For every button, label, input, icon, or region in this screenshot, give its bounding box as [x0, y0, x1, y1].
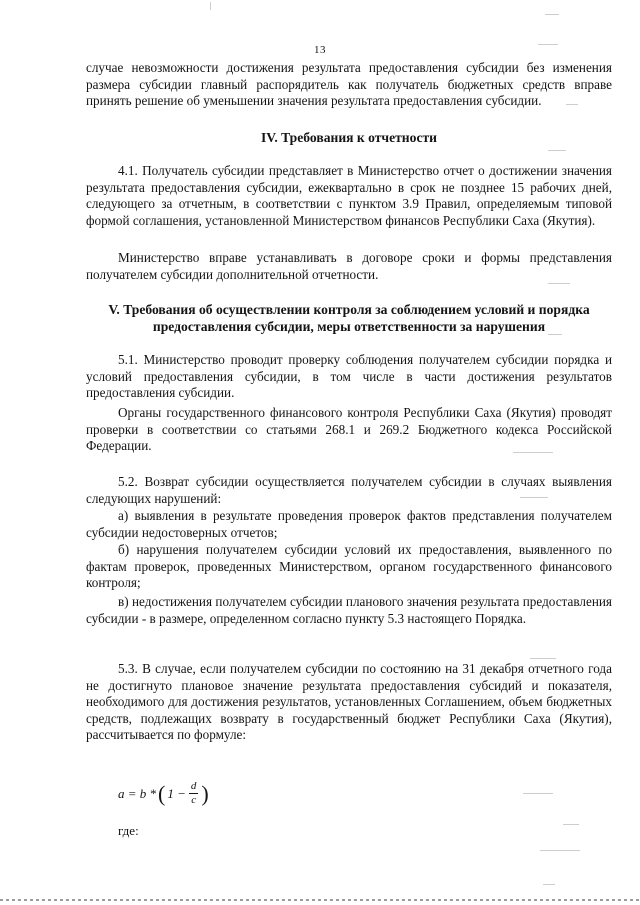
paragraph-4-1-b: Министерство вправе устанавливать в договоре сроки и формы представления получателем субсидии дополнительной отчетности. [86, 250, 612, 282]
paragraph-5-2-a: а) выявления в результате проведения проверок фактов представления получателем субсидии недостоверных отчетов; [86, 508, 612, 540]
paragraph-5-2-b: б) нарушения получателем субсидии условий их предоставления, выявленного по фактам проверок, проведенных Министерством, органом государственного финансового контроля; [86, 542, 612, 591]
scan-artifact [523, 793, 553, 794]
scan-artifact [538, 44, 558, 45]
page-number: 13 [314, 44, 326, 56]
scan-artifact [548, 283, 570, 284]
paragraph-5-1: 5.1. Министерство проводит проверку соблюдения получателем субсидии порядка и условий предоставления субсидии, в том числе в части достижения результатов предоставления субсидии. [86, 352, 612, 401]
scan-artifact [520, 497, 548, 498]
paragraph-5-3: 5.3. В случае, если получателем субсидии по состоянию на 31 декабря отчетного года не достигнуто плановое значение результата предоставления субсидий и показателя, необходимого для достижения результатов, установленных Соглашением, объем бюджетных средств, подлежащих возврату в государственный бюджет Республики Саха (Якутия), рассчитывается по формуле: [86, 661, 612, 743]
paragraph-5-2-c: в) недостижения получателем субсидии планового значения результата предоставления субсидии - в размере, определенном согласно пункту 5.3 настоящего Порядка. [86, 594, 612, 626]
scan-artifact [210, 2, 211, 10]
section-heading-iv: IV. Требования к отчетности [260, 130, 437, 145]
scan-artifact [563, 824, 579, 825]
formula [118, 780, 209, 807]
where-label: где: [118, 823, 139, 838]
scan-artifact [513, 452, 553, 453]
scan-edge-line [0, 899, 640, 901]
scan-artifact [566, 104, 578, 105]
formula-fraction [189, 780, 199, 807]
scan-artifact [543, 884, 555, 885]
scan-artifact [545, 14, 559, 15]
scan-artifact [530, 658, 556, 659]
paragraph-4-1: 4.1. Получатель субсидии представляет в Министерство отчет о достижении значения результата предоставления субсидии, ежеквартально в срок не позднее 15 рабочих дней, следующего за отчетным, в соответствии с пунктом 3.9 Правил, определяемым типовой формой соглашения, установленной Министерством финансов Республики Саха (Якутия). [86, 163, 612, 228]
scan-artifact [548, 334, 562, 335]
section-heading-v: V. Требования об осуществлении контроля за соблюдением условий и порядка предоставления субсидии, меры ответственности за нарушения [108, 302, 590, 334]
scan-artifact [548, 150, 566, 151]
paragraph-5-2: 5.2. Возврат субсидии осуществляется получателем субсидии в случаях выявления следующих нарушений: [86, 474, 612, 506]
scan-artifact [540, 850, 580, 851]
formula-denominator: c [191, 794, 197, 806]
paragraph-continuation: случае невозможности достижения результата предоставления субсидии без изменения размера субсидии главный распорядитель как получатель бюджетных средств вправе принять решение об уменьшении значения результата предоставления субсидии. [86, 60, 612, 109]
paragraph-5-1-b: Органы государственного финансового контроля Республики Саха (Якутия) проводят проверки в соответствии со статьями 268.1 и 269.2 Бюджетного кодекса Российской Федерации. [86, 405, 612, 454]
formula-one: 1 − [167, 785, 186, 801]
formula-lhs: a = b * [118, 785, 157, 801]
formula-close-paren: ) [201, 780, 209, 806]
formula-numerator: d [190, 780, 197, 792]
formula-open-paren: ( [158, 780, 166, 806]
